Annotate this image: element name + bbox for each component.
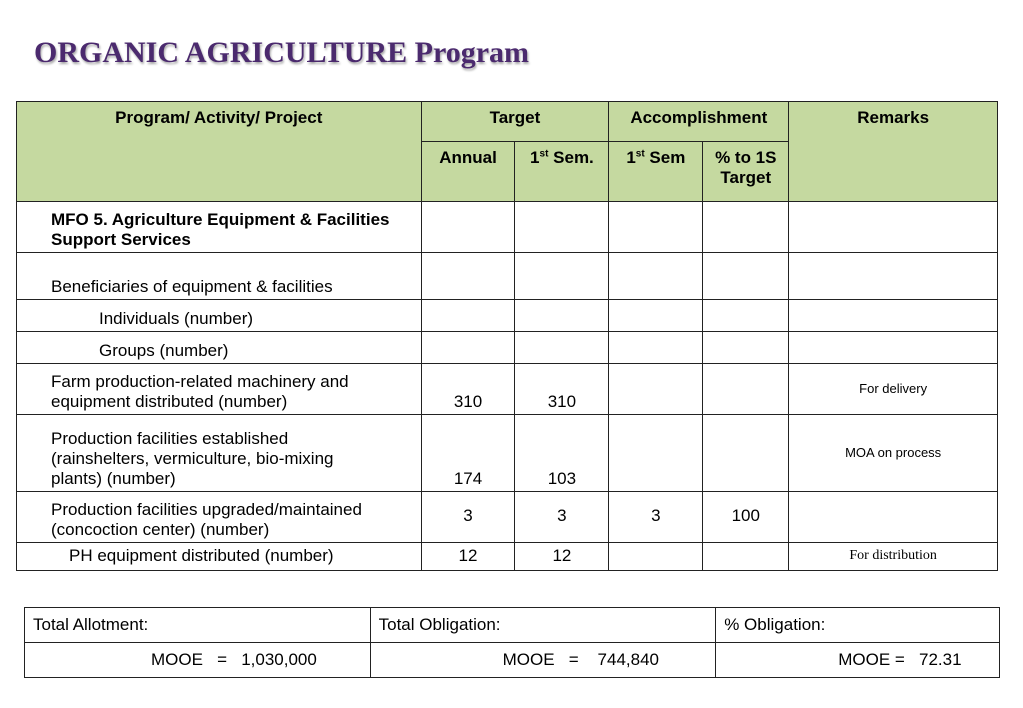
table-row (17, 415, 998, 492)
table-row (17, 332, 998, 364)
annual-value: 174 (421, 415, 515, 492)
accomplishment-value: 3 (609, 492, 703, 543)
remarks-value: For distribution (789, 543, 998, 571)
total-allotment-label: Total Allotment: (25, 608, 371, 643)
sem1-value: 3 (515, 492, 609, 543)
percent-obligation-value: MOOE = 72.31 (716, 643, 1000, 678)
row-label: PH equipment distributed (number) (17, 543, 422, 571)
header-program: Program/ Activity/ Project (17, 102, 422, 202)
table-row (17, 253, 998, 300)
annual-value: 3 (421, 492, 515, 543)
remarks-value: MOA on process (789, 415, 998, 492)
totals-table (24, 607, 1000, 678)
row-label: Groups (number) (17, 332, 422, 364)
annual-value: 12 (421, 543, 515, 571)
table-row (17, 364, 998, 415)
table-row (17, 543, 998, 571)
header-accomplishment-1st-sem: 1st Sem (609, 142, 703, 202)
table-row (17, 300, 998, 332)
header-1st-sem: 1st Sem. (515, 142, 609, 202)
row-label: Individuals (number) (17, 300, 422, 332)
sem1-value: 310 (515, 364, 609, 415)
program-table (16, 101, 998, 571)
header-target: Target (421, 102, 609, 142)
row-label: Production facilities upgraded/maintained (concoction center) (number) (17, 492, 422, 543)
row-label: Farm production-related machinery and equipment distributed (number) (17, 364, 422, 415)
annual-value: 310 (421, 364, 515, 415)
row-label: MFO 5. Agriculture Equipment & Facilities Support Services (17, 202, 422, 253)
total-allotment-value: MOOE = 1,030,000 (25, 643, 371, 678)
header-accomplishment: Accomplishment (609, 102, 789, 142)
table-row (17, 202, 998, 253)
sem1-value: 12 (515, 543, 609, 571)
total-obligation-value: MOOE = 744,840 (370, 643, 716, 678)
row-label: Production facilities established (rainshelters, vermiculture, bio-mixing plants) (number) (17, 415, 422, 492)
percent-value: 100 (703, 492, 789, 543)
remarks-value: For delivery (789, 364, 998, 415)
header-percent-target: % to 1S Target (703, 142, 789, 202)
percent-obligation-label: % Obligation: (716, 608, 1000, 643)
total-obligation-label: Total Obligation: (370, 608, 716, 643)
sem1-value: 103 (515, 415, 609, 492)
page-title: ORGANIC AGRICULTURE Program (34, 36, 530, 69)
table-row (17, 492, 998, 543)
header-remarks: Remarks (789, 102, 998, 202)
row-label: Beneficiaries of equipment & facilities (17, 253, 422, 300)
header-annual: Annual (421, 142, 515, 202)
